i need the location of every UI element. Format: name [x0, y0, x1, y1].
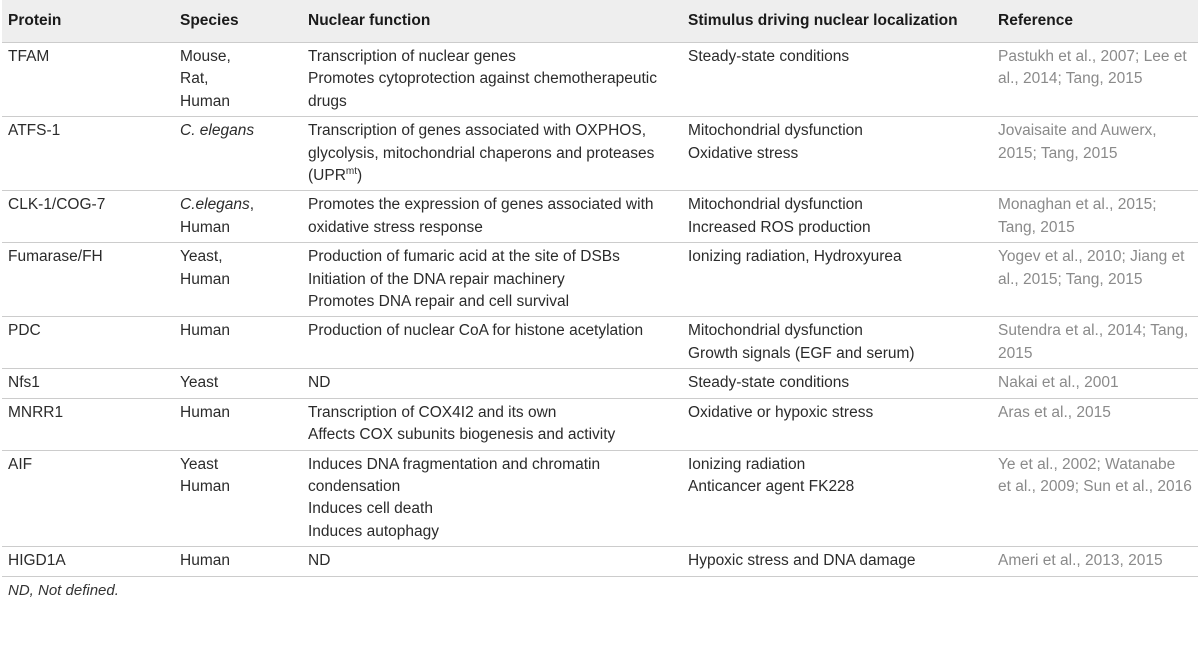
species-line: Human	[180, 92, 230, 110]
stimulus-cell	[682, 369, 992, 398]
function-cell	[302, 547, 682, 576]
species-line: Yeast,	[180, 248, 223, 266]
protein-cell: Fumarase/FH	[8, 248, 103, 266]
species-cell	[174, 243, 302, 317]
function-cell	[302, 43, 682, 117]
table-row	[2, 369, 1198, 398]
function-cell	[302, 243, 682, 317]
protein-cell: ATFS-1	[8, 122, 61, 140]
stimulus-line: Oxidative or hypoxic stress	[688, 403, 874, 421]
stimulus-line: Oxidative stress	[688, 144, 799, 162]
reference-cell: Jovaisaite and Auwerx, 2015; Tang, 2015	[998, 122, 1157, 162]
stimulus-line: Hypoxic stress and DNA damage	[688, 552, 916, 570]
function-line: Induces DNA fragmentation and chromatin condensation	[308, 455, 601, 495]
table-row	[2, 243, 1198, 317]
header-protein: Protein	[8, 12, 62, 29]
stimulus-cell	[682, 117, 992, 191]
header-stimulus: Stimulus driving nuclear localization	[688, 12, 958, 29]
stimulus-cell	[682, 398, 992, 450]
function-line: Promotes DNA repair and cell survival	[308, 293, 570, 311]
function-cell	[302, 191, 682, 243]
function-line: Initiation of the DNA repair machinery	[308, 270, 565, 288]
function-line: Promotes the expression of genes associated with oxidative stress response	[308, 196, 654, 236]
protein-cell: HIGD1A	[8, 552, 66, 570]
protein-table	[2, 0, 1198, 577]
reference-cell: Ye et al., 2002; Watanabe et al., 2009; Sun et al., 2016	[998, 455, 1192, 495]
protein-cell: PDC	[8, 322, 41, 340]
stimulus-line: Ionizing radiation	[688, 455, 806, 473]
stimulus-line: Steady-state conditions	[688, 374, 850, 392]
header-reference: Reference	[998, 12, 1073, 29]
table-row	[2, 43, 1198, 117]
function-line: Transcription of genes associated with OXPHOS, glycolysis, mitochondrial chaperons and proteases (UPR	[308, 122, 655, 185]
species-cell	[174, 191, 302, 243]
species-line: Human	[180, 270, 230, 288]
table-row	[2, 191, 1198, 243]
reference-cell: Monaghan et al., 2015; Tang, 2015	[998, 196, 1157, 236]
stimulus-cell	[682, 243, 992, 317]
stimulus-cell	[682, 191, 992, 243]
species-line: Human	[180, 552, 230, 570]
stimulus-line: Ionizing radiation, Hydroxyurea	[688, 248, 902, 266]
stimulus-line: Mitochondrial dysfunction	[688, 322, 863, 340]
table-row	[2, 117, 1198, 191]
species-line: Rat,	[180, 70, 209, 88]
species-cell	[174, 450, 302, 547]
protein-cell: CLK-1/COG-7	[8, 196, 106, 214]
function-line: Induces autophagy	[308, 522, 439, 540]
protein-cell: AIF	[8, 455, 33, 473]
stimulus-line: Increased ROS production	[688, 218, 871, 236]
function-cell	[302, 398, 682, 450]
function-superscript: mt	[345, 165, 357, 177]
species-cell	[174, 369, 302, 398]
stimulus-cell	[682, 547, 992, 576]
species-cell	[174, 117, 302, 191]
function-line: Production of fumaric acid at the site of DSBs	[308, 248, 620, 266]
stimulus-line: Growth signals (EGF and serum)	[688, 344, 915, 362]
function-cell	[302, 369, 682, 398]
header-row	[2, 0, 1198, 43]
species-cell	[174, 317, 302, 369]
reference-cell: Pastukh et al., 2007; Lee et al., 2014; Tang, 2015	[998, 48, 1187, 88]
function-line: ND	[308, 374, 331, 392]
stimulus-line: Anticancer agent FK228	[688, 477, 855, 495]
stimulus-line: Mitochondrial dysfunction	[688, 122, 863, 140]
function-line: Affects COX subunits biogenesis and activity	[308, 426, 616, 444]
protein-cell: MNRR1	[8, 403, 64, 421]
species-cell	[174, 43, 302, 117]
table-footnote: ND, Not defined.	[8, 581, 119, 599]
function-line-end: )	[357, 167, 363, 185]
species-line: Human	[180, 477, 230, 495]
protein-cell: Nfs1	[8, 374, 40, 392]
function-line: Transcription of COX4I2 and its own	[308, 403, 557, 421]
header-species: Species	[180, 12, 239, 29]
stimulus-line: Steady-state conditions	[688, 48, 850, 65]
header-function: Nuclear function	[308, 12, 431, 29]
species-italic: C. elegans	[180, 122, 255, 140]
species-line: Yeast	[180, 455, 219, 473]
reference-cell: Sutendra et al., 2014; Tang, 2015	[998, 322, 1189, 362]
species-line: Mouse,	[180, 48, 231, 65]
species-italic: C.elegans	[180, 196, 250, 214]
reference-cell: Aras et al., 2015	[998, 403, 1111, 421]
stimulus-cell	[682, 450, 992, 547]
function-line: Production of nuclear CoA for histone acetylation	[308, 322, 644, 340]
table-row	[2, 547, 1198, 576]
table-row	[2, 450, 1198, 547]
species-line: Human	[180, 403, 230, 421]
species-cell	[174, 398, 302, 450]
species-cell	[174, 547, 302, 576]
function-cell	[302, 317, 682, 369]
function-cell	[302, 450, 682, 547]
function-line: Induces cell death	[308, 500, 433, 518]
table-row	[2, 317, 1198, 369]
species-line: Human	[180, 322, 230, 340]
function-line: Promotes cytoprotection against chemotherapeutic drugs	[308, 70, 657, 110]
table-row	[2, 398, 1198, 450]
reference-cell: Ameri et al., 2013, 2015	[998, 552, 1163, 570]
species-rest: , Human	[180, 196, 255, 236]
reference-cell: Yogev et al., 2010; Jiang et al., 2015; Tang, 2015	[998, 248, 1185, 288]
stimulus-cell	[682, 317, 992, 369]
reference-cell: Nakai et al., 2001	[998, 374, 1119, 392]
stimulus-cell	[682, 43, 992, 117]
species-line: Yeast	[180, 374, 219, 392]
function-cell	[302, 117, 682, 191]
function-line: Transcription of nuclear genes	[308, 48, 516, 65]
function-line: ND	[308, 552, 331, 570]
stimulus-line: Mitochondrial dysfunction	[688, 196, 863, 214]
protein-cell: TFAM	[8, 48, 50, 65]
